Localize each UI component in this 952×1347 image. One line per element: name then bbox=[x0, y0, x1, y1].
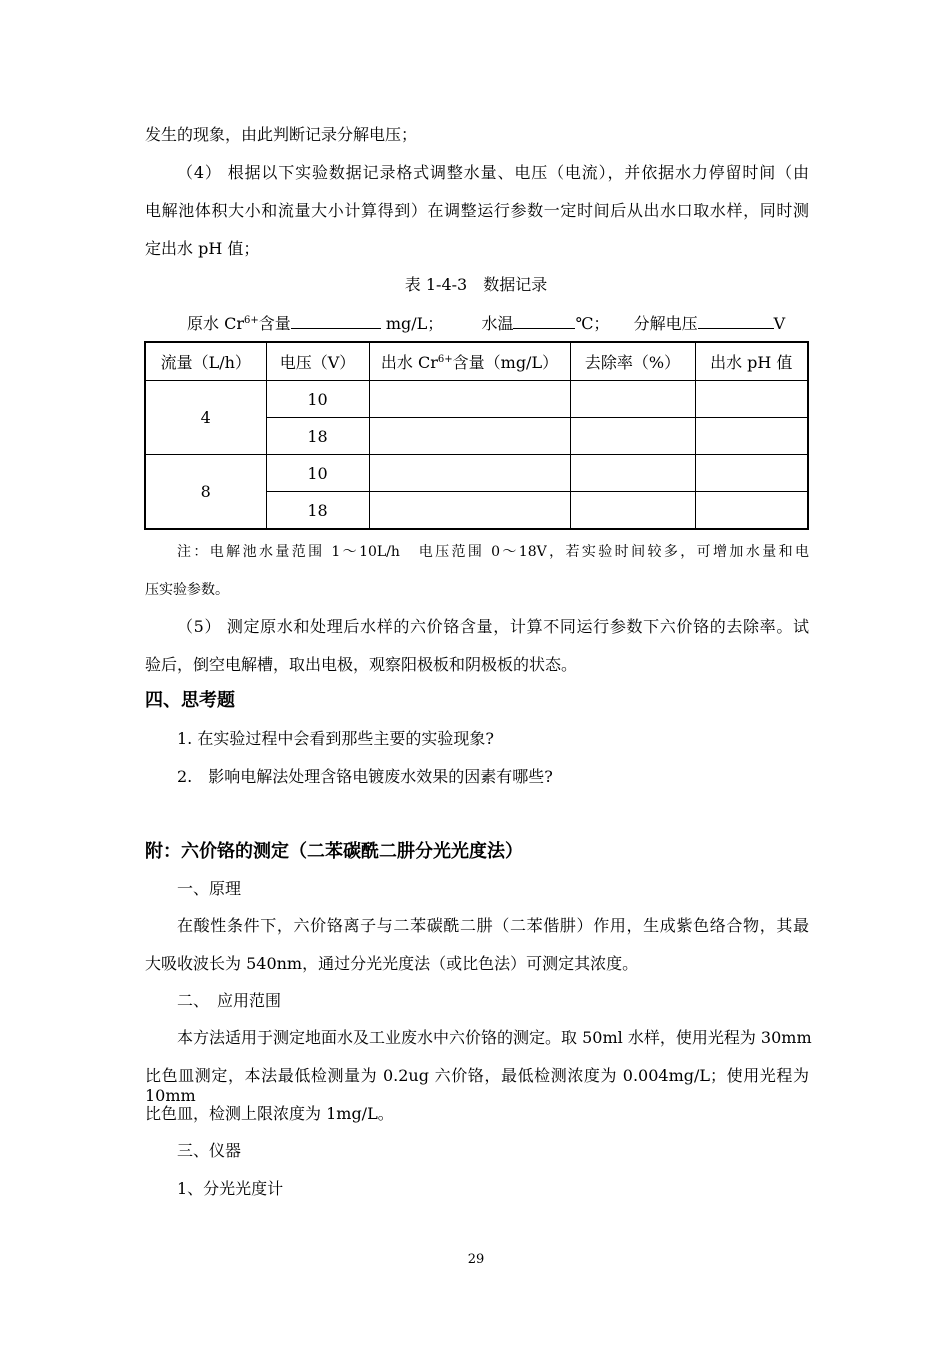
decomp-voltage-unit: V bbox=[773, 314, 786, 333]
outlet-cr-cell bbox=[369, 418, 570, 455]
raw-cr-blank bbox=[291, 313, 381, 329]
voltage-cell: 10 bbox=[266, 381, 369, 418]
header-outlet-ph: 出水 pH 值 bbox=[695, 342, 808, 381]
header-removal-rate: 去除率（%） bbox=[570, 342, 695, 381]
header-voltage: 电压（V） bbox=[266, 342, 369, 381]
appendix-scope-title: 二、 应用范围 bbox=[177, 991, 282, 1010]
appendix-scope-line-2: 比色皿测定，本法最低检测量为 0.2ug 六价铬，最低检测浓度为 0.004mg/L；使用光程为 10mm bbox=[145, 1066, 809, 1105]
question-2: 2. 影响电解法处理含铬电镀废水效果的因素有哪些? bbox=[177, 767, 553, 786]
outlet-ph-cell bbox=[695, 381, 808, 418]
data-record-table bbox=[144, 341, 809, 530]
voltage-cell: 18 bbox=[266, 418, 369, 455]
removal-rate-cell bbox=[570, 418, 695, 455]
step-4-line-1: （4） 根据以下实验数据记录格式调整水量、电压（电流），并依据水力停留时间（由 bbox=[177, 163, 809, 182]
outlet-cr-cell bbox=[369, 381, 570, 418]
step-4-line-3: 定出水 pH 值； bbox=[145, 239, 260, 258]
table-caption: 表 1-4-3 数据记录 bbox=[404, 275, 548, 294]
water-temp-label: 水温 bbox=[481, 314, 514, 333]
header-outlet-cr: 出水 $Cr^{6+}$含量（mg/L） bbox=[369, 342, 570, 381]
fill-line bbox=[187, 313, 785, 334]
table-header-row bbox=[145, 342, 808, 381]
table-row bbox=[145, 381, 808, 418]
appendix-instrument-item-1: 1、分光光度计 bbox=[177, 1179, 284, 1198]
step-5-line-1: （5） 测定原水和处理后水样的六价铬含量，计算不同运行参数下六价铬的去除率。试 bbox=[177, 617, 809, 636]
page-number: 29 bbox=[467, 1252, 485, 1267]
section-heading-questions: 四、思考题 bbox=[145, 690, 235, 711]
step-4-line-2: 电解池体积大小和流量大小计算得到）在调整运行参数一定时间后从出水口取水样，同时测 bbox=[145, 201, 809, 220]
step-5-line-2: 验后，倒空电解槽，取出电极，观察阳极板和阴极板的状态。 bbox=[145, 655, 578, 674]
appendix-heading: 附：六价铬的测定（二苯碳酰二肼分光光度法） bbox=[145, 841, 523, 862]
outlet-ph-cell bbox=[695, 455, 808, 492]
outlet-cr-cell bbox=[369, 455, 570, 492]
appendix-scope-line-3: 比色皿，检测上限浓度为 1mg/L。 bbox=[145, 1104, 394, 1123]
decomp-voltage-blank bbox=[698, 313, 774, 329]
paragraph-continuation: 发生的现象，由此判断记录分解电压； bbox=[145, 125, 418, 144]
appendix-principle-title: 一、原理 bbox=[177, 879, 242, 898]
flow-cell: 8 bbox=[145, 455, 266, 530]
removal-rate-cell bbox=[570, 492, 695, 530]
question-1: 1. 在实验过程中会看到那些主要的实验现象? bbox=[177, 729, 494, 748]
table-row bbox=[145, 455, 808, 492]
appendix-instrument-title: 三、仪器 bbox=[177, 1141, 242, 1160]
outlet-ph-cell bbox=[695, 418, 808, 455]
removal-rate-cell bbox=[570, 381, 695, 418]
raw-cr-label: 原水 $Cr^{6+}$含量 bbox=[187, 314, 291, 333]
appendix-principle-line-1: 在酸性条件下，六价铬离子与二苯碳酰二肼（二苯偕肼）作用，生成紫色络合物，其最 bbox=[177, 916, 809, 935]
raw-cr-unit: mg/L； bbox=[385, 314, 444, 333]
voltage-cell: 18 bbox=[266, 492, 369, 530]
removal-rate-cell bbox=[570, 455, 695, 492]
outlet-ph-cell bbox=[695, 492, 808, 530]
appendix-scope-line-1: 本方法适用于测定地面水及工业废水中六价铬的测定。取 50ml 水样，使用光程为 30mm bbox=[177, 1028, 812, 1047]
water-temp-blank bbox=[513, 313, 575, 329]
water-temp-unit: ℃； bbox=[575, 314, 610, 333]
voltage-cell: 10 bbox=[266, 455, 369, 492]
flow-cell: 4 bbox=[145, 381, 266, 455]
table-note-line-1: 注：电解池水量范围 1～10L/h 电压范围 0～18V，若实验时间较多，可增加水量和电 bbox=[177, 544, 809, 560]
appendix-principle-line-2: 大吸收波长为 540nm，通过分光光度法（或比色法）可测定其浓度。 bbox=[145, 954, 639, 973]
decomp-voltage-label: 分解电压 bbox=[633, 314, 698, 333]
header-flow: 流量（L/h） bbox=[145, 342, 266, 381]
outlet-cr-cell bbox=[369, 492, 570, 530]
table-note-line-2: 压实验参数。 bbox=[145, 582, 229, 598]
